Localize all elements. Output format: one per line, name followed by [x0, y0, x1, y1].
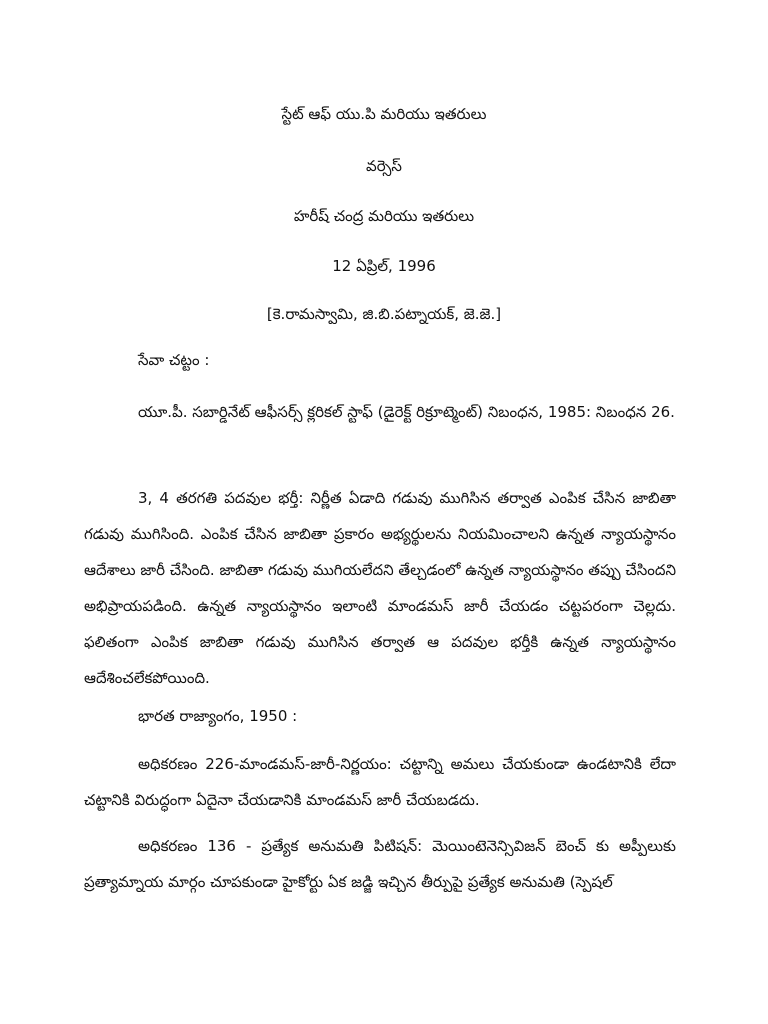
article-136-paragraph: అధికరణం 136 - ప్రత్యేక అనుమతి పిటిషన్: మెయింటెనెన్సివిజన్ బెంచ్ కు అప్పీలుకు ప్రత్యామ్నాయ మార్గం చూపకుండా హైకోర్టు ఏక జడ్జి ఇచ్చిన తీర్పుపై ప్రత్యేక అనుమతి (స్పెషల్ [84, 837, 676, 891]
parties-line-1: స్టేట్ ఆఫ్ యు.పి మరియు ఇతరులు [281, 105, 487, 123]
service-law-heading: సేవా చట్టం : [138, 351, 210, 369]
parties-line-2: హరీష్ చంద్ర మరియు ఇతరులు [293, 207, 475, 225]
rule-paragraph: యూ.పీ. సబార్డినేట్ ఆఫీసర్స్ క్లరికల్ స్టాఫ్ (డైరెక్ట్ రిక్రూట్మెంట్) నిబంధన, 1985: నిబంధన 26. [138, 403, 675, 421]
constitution-heading: భారత రాజ్యాంగం, 1950 : [138, 707, 298, 725]
bench-line: [కె.రామస్వామి, జి.బి.పట్నాయక్, జె.జె.] [266, 305, 502, 323]
judgment-date: 12 ఏప్రిల్, 1996 [332, 257, 436, 275]
versus-line: వర్సెస్ [366, 157, 402, 175]
article-226-paragraph: అధికరణం 226-మాండమస్-జారీ-నిర్ణయం: చట్టాన్ని అమలు చేయకుండా ఉండటానికి లేదా చట్టానికి విరుద్ధంగా ఏదైనా చేయడానికి మాండమస్ జారీ చేయబడదు. [84, 755, 676, 809]
recruitment-paragraph: 3, 4 తరగతి పదవుల భర్తీ: నిర్ణీత ఏడాది గడువు ముగిసిన తర్వాత ఎంపిక చేసిన జాబితా గడువు ముగిసింది. ఎంపిక చేసిన జాబితా ప్రకారం అభ్యర్థులను నియమించాలని ఉన్నత న్యాయస్థానం ఆదేశాలు జారీ చేసింది. జాబితా గడువు ముగియలేదని తేల్చడంలో ఉన్నత న్యాయస్థానం తప్పు చేసిందని అభిప్రాయపడింది. ఉన్నత న్యాయస్థానం ఇలాంటి మాండమస్ జారీ చేయడం చట్టపరంగా చెల్లదు. ఫలితంగా ఎంపిక జాబితా గడువు ముగిసిన తర్వాత ఆ పదవుల భర్తీకి ఉన్నత న్యాయస్థానం ఆదేశించలేకపోయింది. [84, 489, 676, 687]
